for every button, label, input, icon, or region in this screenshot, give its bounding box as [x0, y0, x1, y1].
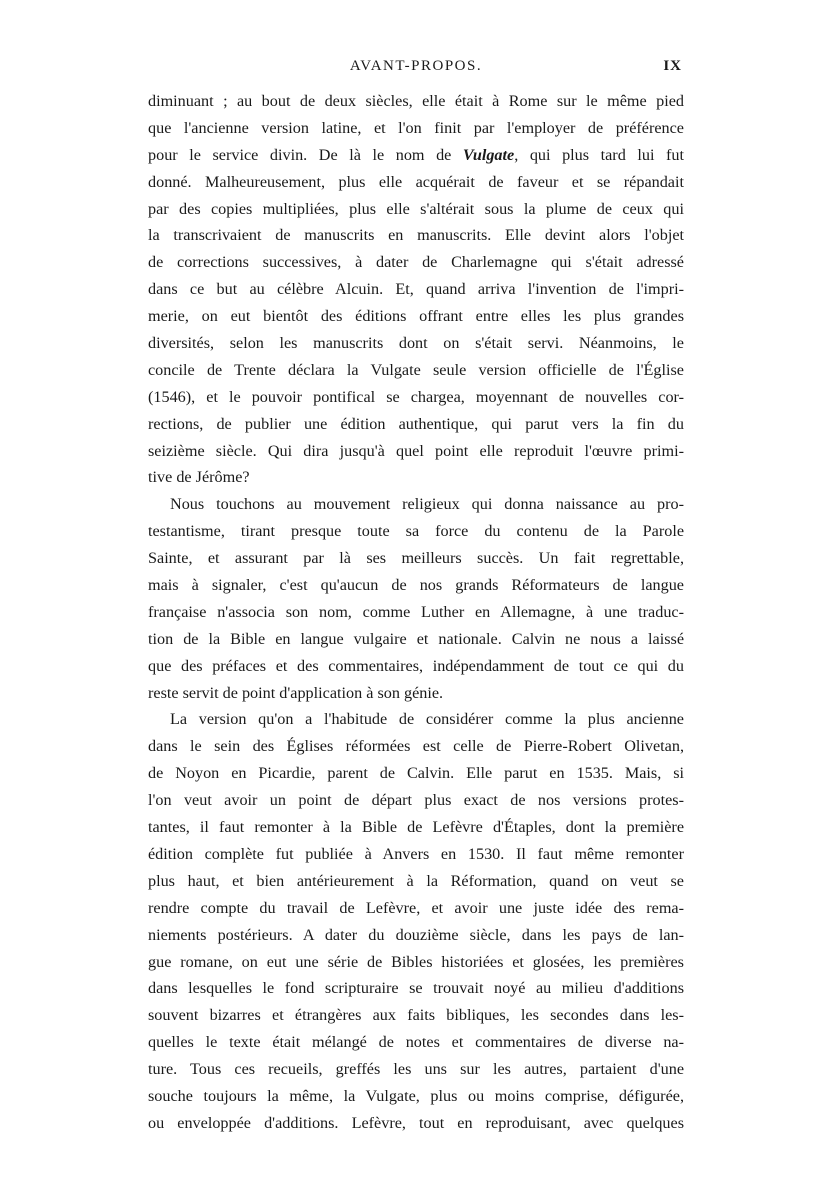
text-line: souvent bizarres et étrangères aux faits bibliques, les secondes dans les- [148, 1006, 684, 1025]
text-line: Sainte, et assurant par là ses meilleurs succès. Un fait regrettable, [148, 549, 684, 568]
text-line: Nous touchons au mouvement religieux qui donna naissance au pro- [170, 495, 684, 514]
text-line: diversités, selon les manuscrits dont on s'était servi. Néanmoins, le [148, 334, 684, 353]
text-line: rections, de publier une édition authentique, qui parut vers la fin du [148, 414, 684, 433]
text-line: ture. Tous ces recueils, greffés les uns sur les autres, partaient d'une [148, 1060, 684, 1079]
text-line: par des copies multipliées, plus elle s'altérait sous la plume de ceux qui [148, 199, 684, 218]
text-line: quelles le texte était mélangé de notes et commentaires de diverse na- [148, 1033, 684, 1052]
text-line: tion de la Bible en langue vulgaire et nationale. Calvin ne nous a laissé [148, 629, 684, 648]
text-line: (1546), et le pouvoir pontifical se chargea, moyennant de nouvelles cor- [148, 387, 684, 406]
text-line: gue romane, on eut une série de Bibles historiées et glosées, les premières [148, 952, 684, 971]
text-line: la transcrivaient de manuscrits en manuscrits. Elle devint alors l'objet [148, 226, 684, 245]
text-line: testantisme, tirant presque toute sa force du contenu de la Parole [148, 522, 684, 541]
text-line: ou enveloppée d'additions. Lefèvre, tout en reproduisant, avec quelques [148, 1113, 684, 1132]
text-line: pour le service divin. De là le nom de Vulgate, qui plus tard lui fut [148, 145, 684, 164]
text-line: mais à signaler, c'est qu'aucun de nos grands Réformateurs de langue [148, 576, 684, 595]
text-line: seizième siècle. Qui dira jusqu'à quel point elle reproduit l'œuvre primi- [148, 441, 684, 460]
running-header [148, 58, 684, 82]
text-line: tantes, il faut remonter à la Bible de Lefèvre d'Étaples, dont la première [148, 818, 684, 837]
text-line: concile de Trente déclara la Vulgate seule version officielle de l'Église [148, 360, 684, 379]
running-title: AVANT-PROPOS. [349, 58, 483, 74]
text-line: niements postérieurs. A dater du douzième siècle, dans les pays de lan- [148, 925, 684, 944]
text-line: merie, on eut bientôt des éditions offrant entre elles les plus grandes [148, 307, 684, 326]
text-line: dans ce but au célèbre Alcuin. Et, quand arriva l'invention de l'impri- [148, 280, 684, 299]
text-line: dans le sein des Églises réformées est celle de Pierre-Robert Olivetan, [148, 737, 684, 756]
text-line: de Noyon en Picardie, parent de Calvin. Elle parut en 1535. Mais, si [148, 764, 684, 783]
text-line: plus haut, et bien antérieurement à la Réformation, quand on veut se [148, 871, 684, 890]
text-line: française n'associa son nom, comme Luther en Allemagne, à une traduc- [148, 602, 684, 621]
text-line: reste servit de point d'application à son génie. [148, 683, 444, 702]
text-line: diminuant ; au bout de deux siècles, elle était à Rome sur le même pied [148, 92, 684, 110]
text-line: l'on veut avoir un point de départ plus exact de nos versions protes- [148, 791, 684, 810]
text-line: souche toujours la même, la Vulgate, plus ou moins comprise, défigurée, [148, 1086, 684, 1105]
text-line: donné. Malheureusement, plus elle acquérait de faveur et se répandait [148, 172, 684, 191]
page-number: IX [663, 58, 682, 74]
paragraph-2 [148, 491, 684, 706]
text-line: La version qu'on a l'habitude de considérer comme la plus ancienne [170, 710, 684, 729]
italic-term: Vulgate [462, 145, 515, 164]
body-text [148, 88, 684, 1137]
text-line: tive de Jérôme? [148, 468, 250, 487]
text-line: édition complète fut publiée à Anvers en 1530. Il faut même remonter [148, 844, 684, 863]
text-line: que des préfaces et des commentaires, indépendamment de tout ce qui du [148, 656, 684, 675]
paragraph-1 [148, 88, 684, 491]
text-line: de corrections successives, à dater de Charlemagne qui s'était adressé [148, 253, 684, 272]
text-line: rendre compte du travail de Lefèvre, et avoir une juste idée des rema- [148, 898, 684, 917]
text-line: que l'ancienne version latine, et l'on finit par l'employer de préférence [148, 118, 684, 137]
paragraph-3 [148, 706, 684, 1136]
text-line: dans lesquelles le fond scripturaire se trouvait noyé au milieu d'additions [148, 979, 684, 998]
